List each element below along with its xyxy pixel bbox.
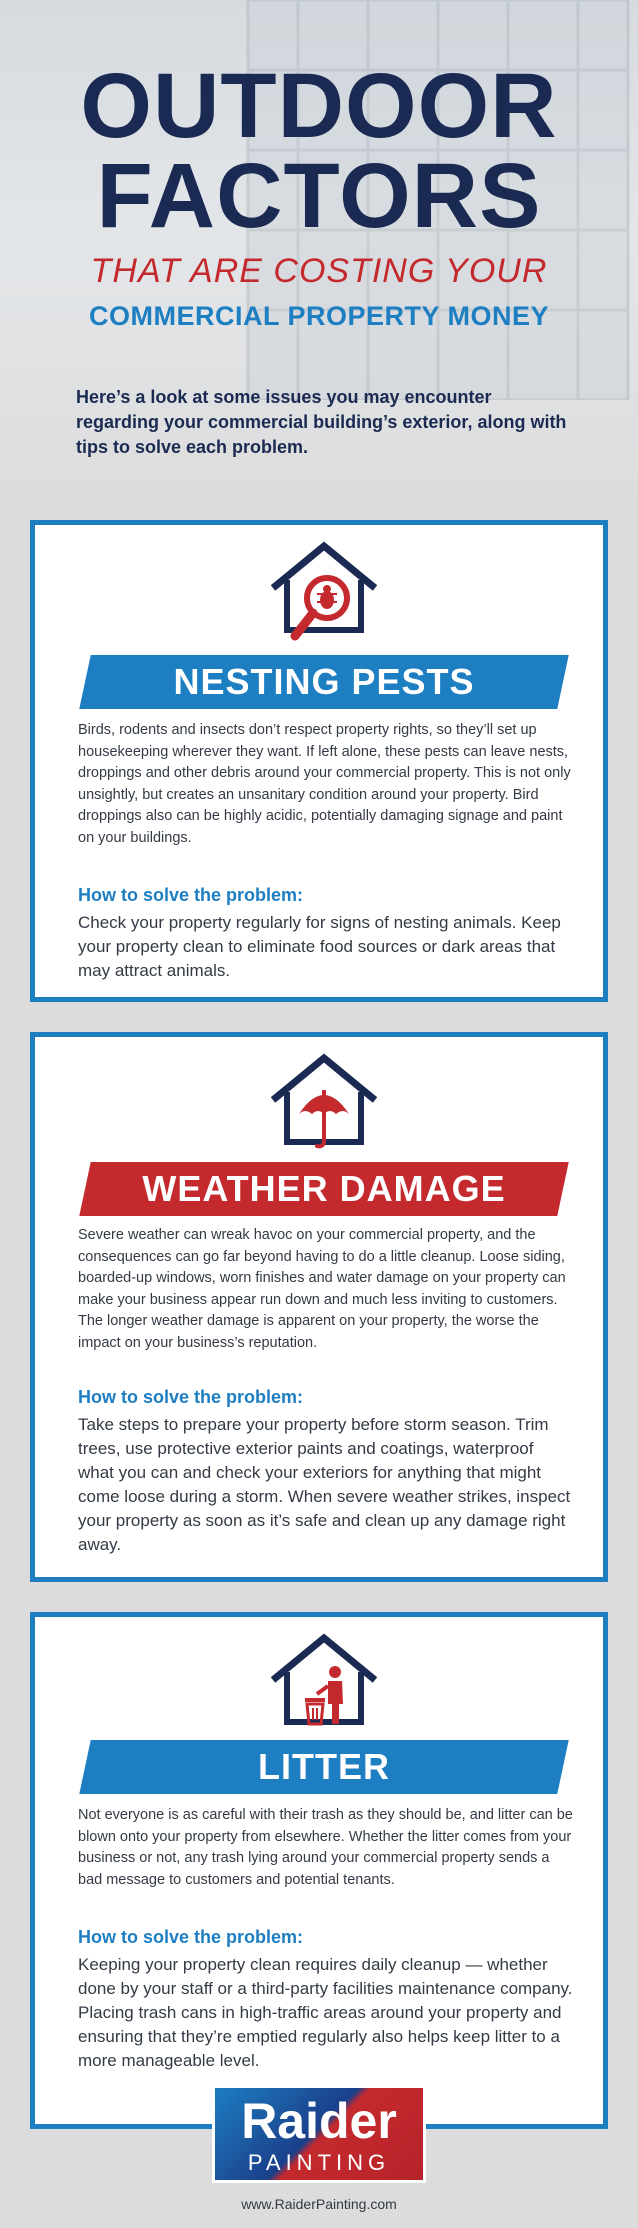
section-description: Birds, rodents and insects don’t respect property rights, so they’ll set up housekeeping wherever they want. If left alone, these pests can leave nests, droppings and other debris around your commercial property. This is not only unsightly, but creates an unsanitary condition around your property. Bird droppings also can be highly acidic, potentially damaging signage and paint on your buildings.	[78, 722, 571, 846]
section-card-litter	[30, 1612, 608, 2129]
section-solution: Keeping your property clean requires daily cleanup — whether done by your staff or a third-party facilities maintenance company. Placing trash cans in high-traffic areas around your property and ensuring that they’re emptied regularly also helps keep litter to a more manageable level.	[78, 1955, 573, 2070]
house-trash-icon	[265, 1632, 383, 1740]
house-umbrella-icon	[265, 1052, 383, 1160]
page-subtitle-2: COMMERCIAL PROPERTY MONEY	[88, 301, 550, 331]
page-title-line2: FACTORS	[96, 145, 542, 247]
section-title: LITTER	[258, 1746, 390, 1787]
section-title: NESTING PESTS	[173, 661, 475, 702]
howto-label: How to solve the problem:	[78, 1927, 304, 1947]
logo-sub-text: PAINTING	[247, 2150, 391, 2175]
section-solution: Check your property regularly for signs of nesting animals. Keep your property clean to eliminate food sources or dark areas that may attract animals.	[78, 913, 561, 980]
section-card-nesting-pests	[30, 520, 608, 1002]
howto-label: How to solve the problem:	[78, 1387, 304, 1407]
page-title-line1: OUTDOOR	[80, 55, 558, 157]
page-subtitle: THAT ARE COSTING YOUR	[90, 252, 548, 290]
section-title: WEATHER DAMAGE	[142, 1168, 506, 1209]
house-magnifier-bug-icon	[265, 540, 383, 648]
intro-text: Here’s a look at some issues you may encounter regarding your commercial building’s exterior, along with tips to solve each problem.	[76, 387, 567, 457]
section-description: Severe weather can wreak havoc on your commercial property, and the consequences can go far beyond having to do a little cleanup. Loose siding, boarded-up windows, worn finishes and water damage on your property can make your business appear run down and much less inviting to customers. The longer weather damage is apparent on your property, the worse the impact on your business’s reputation.	[78, 1227, 566, 1351]
howto-label: How to solve the problem:	[78, 885, 304, 905]
section-solution: Take steps to prepare your property before storm season. Trim trees, use protective exterior paints and coatings, waterproof what you can and check your exteriors for anything that might come loose during a storm. When severe weather strikes, inspect your property as soon as it’s safe and clean up any damage right away.	[78, 1415, 571, 1554]
raider-painting-logo[interactable]	[212, 2085, 426, 2183]
section-description: Not everyone is as careful with their trash as they should be, and litter can be blown onto your property from elsewhere. Whether the litter comes from your business or not, any trash lying around your commercial property sends a bad message to customers and potential tenants.	[78, 1807, 573, 1888]
website-link[interactable]: www.RaiderPainting.com	[241, 2196, 397, 2212]
section-card-weather-damage	[30, 1032, 608, 1582]
logo-main-text: Raider	[241, 2093, 397, 2149]
